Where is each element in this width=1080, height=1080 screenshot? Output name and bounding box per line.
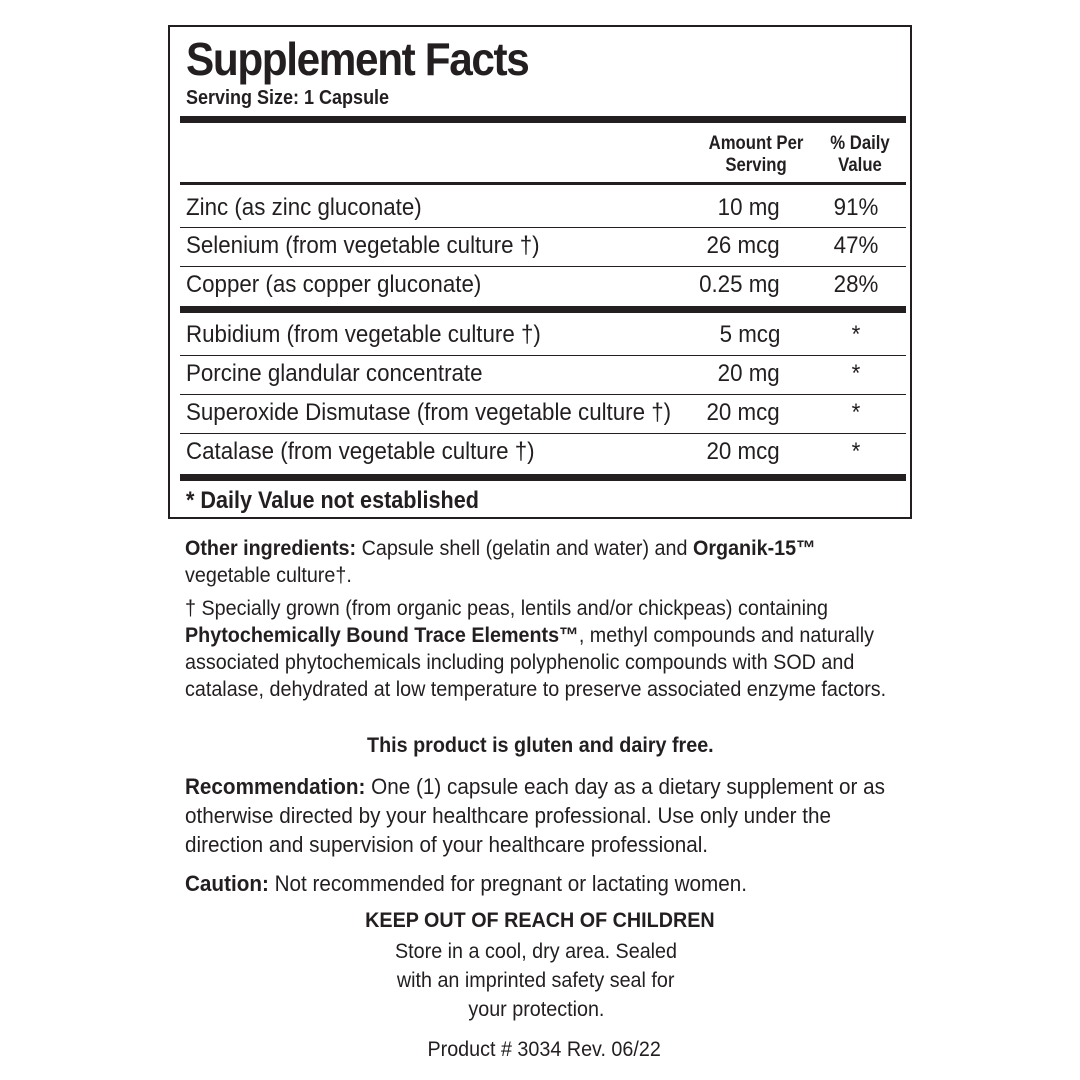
caution-label: Caution: xyxy=(185,871,269,896)
other-ingredients-label: Other ingredients: xyxy=(185,537,357,560)
daily-value-footnote: * Daily Value not established xyxy=(186,487,479,514)
storage-line: your protection. xyxy=(467,998,605,1021)
dagger-note: † Specially grown (from organic peas, lentils and/or chickpeas) containing Phytochemically Bound Trace Elements™, methyl compounds and naturally associated phytochemicals including polyphenolic compounds with SOD and catalase, dehydrated at low temperature to preserve associated enzyme factors. xyxy=(185,597,887,701)
storage-line: Store in a cool, dry area. Sealed xyxy=(394,940,677,963)
caution: Caution: Not recommended for pregnant or lactating women. xyxy=(185,871,748,896)
recommendation-label: Recommendation: xyxy=(185,774,366,799)
organik-brand: Organik-15™ xyxy=(692,537,816,560)
nutrient-row: Rubidium (from vegetable culture †) 5 mcg * xyxy=(186,321,861,348)
thick-divider xyxy=(180,306,906,313)
serving-size: Serving Size: 1 Capsule xyxy=(186,87,390,109)
nutrient-row: Copper (as copper gluconate) 0.25 mg 28% xyxy=(186,271,879,298)
trace-elements-brand: Phytochemically Bound Trace Elements™ xyxy=(185,624,579,647)
facts-title: Supplement Facts xyxy=(186,33,529,85)
nutrient-row: Zinc (as zinc gluconate) 10 mg 91% xyxy=(186,194,879,221)
thick-divider xyxy=(180,116,906,123)
gluten-free-notice: This product is gluten and dairy free. xyxy=(366,734,714,757)
daily-value-header: % Daily Value xyxy=(830,133,890,176)
nutrient-row: Porcine glandular concentrate 20 mg * xyxy=(186,360,861,387)
recommendation: Recommendation: One (1) capsule each day as a dietary supplement or as otherwise directed by your healthcare professional. Use only under the direction and supervision of your healthcare professional. xyxy=(185,774,885,857)
amount-per-serving-header: Amount Per Serving xyxy=(708,133,804,176)
nutrient-row: Catalase (from vegetable culture †) 20 mcg * xyxy=(186,438,861,465)
supplement-facts-panel xyxy=(168,25,912,519)
keep-out-warning: KEEP OUT OF REACH OF CHILDREN xyxy=(365,909,715,932)
storage-line: with an imprinted safety seal for xyxy=(397,969,675,992)
product-code: Product # 3034 Rev. 06/22 xyxy=(427,1038,661,1061)
other-ingredients: Other ingredients: Capsule shell (gelatin and water) and Organik-15™ vegetable culture†. xyxy=(185,537,816,587)
nutrient-row: Superoxide Dismutase (from vegetable culture †) 20 mcg * xyxy=(186,399,861,426)
nutrient-row: Selenium (from vegetable culture †) 26 mcg 47% xyxy=(186,232,879,259)
header-divider xyxy=(180,182,906,185)
thick-divider xyxy=(180,474,906,481)
